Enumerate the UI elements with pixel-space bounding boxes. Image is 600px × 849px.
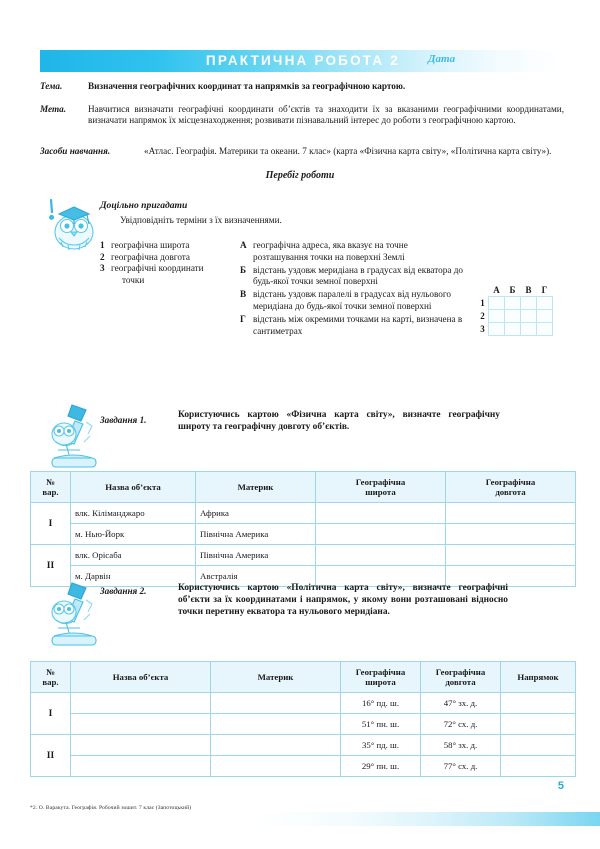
table1-header-object: Назва об’єкта <box>71 472 196 503</box>
table2-header-continent: Материк <box>211 662 341 693</box>
footer-note: *2. О. Варакута. Географія. Робочий зошит. 7 клас (Запотоцький) <box>30 805 192 811</box>
task1-text: Користуючись картою «Фізична карта світу», визначте географічну широту та географічну довготу об’єктів. <box>178 410 500 432</box>
table2-longitude: 47° зх. д. <box>421 693 501 714</box>
table1-header-variant <box>31 472 71 503</box>
table1-header-variant-l1: № <box>46 477 55 487</box>
match-term-label: географічні координати <box>111 263 204 274</box>
table1-continent: Північна Америка <box>196 545 316 566</box>
table2-continent-input[interactable] <box>211 735 341 756</box>
answer-grid-cell[interactable] <box>521 323 537 336</box>
answer-grid-col-v: В <box>525 284 532 295</box>
answer-grid-row <box>477 297 553 310</box>
table-row <box>31 756 576 777</box>
answer-grid-cell[interactable] <box>537 297 553 310</box>
match-definition-key: В <box>240 289 247 300</box>
table1-header-latitude-l2: широта <box>365 487 396 497</box>
date-label: Дата <box>428 53 456 65</box>
answer-grid-corner <box>477 284 489 297</box>
table1-header-longitude <box>446 472 576 503</box>
match-term-key: 1 <box>100 240 105 250</box>
table2-header-latitude <box>341 662 421 693</box>
header-banner <box>40 50 560 72</box>
table-row <box>31 693 576 714</box>
match-definition-key: А <box>240 240 247 250</box>
match-definition <box>240 265 465 288</box>
table-row <box>31 503 576 524</box>
match-definition-key: Г <box>240 314 246 325</box>
table2-direction-input[interactable] <box>501 735 576 756</box>
task1-table[interactable] <box>30 471 576 587</box>
task2-text: Користуючись картою «Політична карта світу», визначте географічні об’єкти за їх координатами і напрямок, у якому вони розташовані відносно точки перетину екватора та нульового меридіана. <box>178 583 508 617</box>
match-definition-key: Б <box>240 264 247 275</box>
recall-title: Доцільно пригадати <box>100 200 188 211</box>
match-definition-text: відстань уздовж паралелі в градусах від нульового меридіана до будь-якої точки земної поверхні <box>253 289 451 311</box>
table1-header-continent: Материк <box>196 472 316 503</box>
answer-grid[interactable] <box>477 284 553 336</box>
table2-continent-input[interactable] <box>211 756 341 777</box>
table2-header-longitude-l1: Географічна <box>435 667 486 677</box>
answer-grid-row <box>477 310 553 323</box>
answer-grid-cell[interactable] <box>521 297 537 310</box>
match-definition <box>240 289 465 312</box>
table2-header-object: Назва об’єкта <box>71 662 211 693</box>
match-term-key: 2 <box>100 251 105 262</box>
table2-header-longitude-l2: довгота <box>445 677 476 687</box>
table1-latitude-input[interactable] <box>316 503 446 524</box>
table2-header-latitude-l1: Географічна <box>355 667 406 677</box>
table1-header-variant-l2: вар. <box>42 487 59 497</box>
answer-grid-cell[interactable] <box>537 310 553 323</box>
zasoby-row <box>40 146 564 157</box>
page-number: 5 <box>557 780 564 792</box>
table2-latitude: 35° пд. ш. <box>341 735 421 756</box>
table2-header-direction: Напрямок <box>501 662 576 693</box>
owl-graduate-icon <box>43 196 105 254</box>
match-definition-text: відстань між окремими точками на карті, визначена в сантиметрах <box>253 314 463 336</box>
table1-longitude-input[interactable] <box>446 503 576 524</box>
match-term <box>100 263 235 286</box>
task2-label: Завдання 2. <box>100 586 147 596</box>
table2-latitude: 29° пн. ш. <box>341 756 421 777</box>
answer-grid-col-b: Б <box>509 284 516 295</box>
table1-latitude-input[interactable] <box>316 545 446 566</box>
table2-longitude: 72° сх. д. <box>421 714 501 735</box>
table2-header-latitude-l2: широта <box>365 677 396 687</box>
table1-header-longitude-l1: Географічна <box>485 477 536 487</box>
table-row <box>31 735 576 756</box>
match-definition-text: відстань уздовж меридіана в градусах від екватора до будь-якої точки земної поверхні <box>253 264 463 287</box>
answer-grid-cell[interactable] <box>505 297 521 310</box>
zasoby-label: Засоби навчання. <box>40 146 111 156</box>
table-row <box>31 524 576 545</box>
table1-header-longitude-l2: довгота <box>495 487 526 497</box>
table2-variant-2: II <box>31 735 71 777</box>
answer-grid-cell[interactable] <box>489 310 505 323</box>
table1-object: влк. Кіліманджаро <box>71 503 196 524</box>
page-title: ПРАКТИЧНА РОБОТА 2 <box>205 53 400 68</box>
table1-longitude-input[interactable] <box>446 545 576 566</box>
answer-grid-row-label: 1 <box>480 298 485 308</box>
table1-header-latitude-l1: Географічна <box>355 477 406 487</box>
answer-grid-cell[interactable] <box>505 323 521 336</box>
table1-latitude-input[interactable] <box>316 524 446 545</box>
answer-grid-col-g: Г <box>541 284 548 295</box>
match-definitions-list <box>240 240 465 339</box>
table1-continent: Північна Америка <box>196 524 316 545</box>
task2-table[interactable] <box>30 661 576 777</box>
match-definition <box>240 314 465 337</box>
table2-continent-input[interactable] <box>211 714 341 735</box>
match-term-label-cont: точки <box>122 274 145 285</box>
table1-object: м. Дарвін <box>71 566 196 587</box>
table2-latitude: 16° пд. ш. <box>341 693 421 714</box>
table1-object: м. Нью-Йорк <box>71 524 196 545</box>
meta-text: Навчитися визначати географічні координати об’єктів та знаходити їх за вказаними географічними координатами, визначати напрямок їх місцезнаходження; розвивати пізнавальний інтерес до роботи з географічною картою. <box>88 104 564 126</box>
table2-header-row <box>31 662 576 693</box>
answer-grid-cell[interactable] <box>505 310 521 323</box>
answer-grid-row-label: 3 <box>480 324 485 334</box>
task1-label: Завдання 1. <box>100 415 147 425</box>
footer-decorative-band <box>0 812 600 826</box>
table2-header-variant-l2: вар. <box>42 677 59 687</box>
microscope-icon <box>42 400 108 472</box>
table1-variant-2: II <box>31 545 71 587</box>
table2-direction-input[interactable] <box>501 756 576 777</box>
table2-object-input[interactable] <box>71 735 211 756</box>
table2-continent-input[interactable] <box>211 693 341 714</box>
meta-label: Мета. <box>40 104 67 114</box>
tema-label: Тема. <box>40 81 63 91</box>
match-definition <box>240 240 465 263</box>
answer-grid-cell[interactable] <box>521 310 537 323</box>
answer-grid-table[interactable] <box>477 284 553 336</box>
match-term-label: географічна довгота <box>111 251 190 262</box>
match-term-key: 3 <box>100 263 105 274</box>
tema-text: Визначення географічних координат та напрямків за географічною картою. <box>88 81 406 91</box>
table2-direction-input[interactable] <box>501 714 576 735</box>
table2-object-input[interactable] <box>71 756 211 777</box>
table-row <box>31 714 576 735</box>
zasoby-text: «Атлас. Географія. Материки та океани. 7 клас» (карта «Фізична карта світу», «Політична карта світу»). <box>144 146 552 156</box>
table1-longitude-input[interactable] <box>446 524 576 545</box>
microscope-icon <box>42 578 108 650</box>
match-term <box>100 252 235 264</box>
answer-grid-cell[interactable] <box>537 323 553 336</box>
table2-object-input[interactable] <box>71 714 211 735</box>
table2-variant-1: I <box>31 693 71 735</box>
table-row <box>31 545 576 566</box>
table1-header-row <box>31 472 576 503</box>
meta-row <box>40 104 564 127</box>
answer-grid-header-row <box>477 284 553 297</box>
table1-object: влк. Орісаба <box>71 545 196 566</box>
table2-latitude: 51° пн. ш. <box>341 714 421 735</box>
match-definition-text: географічна адреса, яка вказує на точне розташування точки на поверхні Землі <box>253 240 408 262</box>
table2-header-variant-l1: № <box>46 667 55 677</box>
section-heading: Перебіг роботи <box>265 170 335 181</box>
recall-instruction: Увідповідніть терміни з їх визначеннями. <box>120 215 282 225</box>
match-term-label: географічна широта <box>111 240 190 250</box>
table2-object-input[interactable] <box>71 693 211 714</box>
table1-continent: Африка <box>196 503 316 524</box>
table2-longitude: 58° зх. д. <box>421 735 501 756</box>
answer-grid-cell[interactable] <box>489 323 505 336</box>
table2-header-longitude <box>421 662 501 693</box>
table1-variant-1: I <box>31 503 71 545</box>
table2-longitude: 77° сх. д. <box>421 756 501 777</box>
table2-direction-input[interactable] <box>501 693 576 714</box>
answer-grid-row <box>477 323 553 336</box>
tema-row <box>40 81 564 92</box>
match-term <box>100 240 235 252</box>
table1-continent: Австралія <box>196 566 316 587</box>
table2-header-variant <box>31 662 71 693</box>
match-terms-list <box>100 240 235 286</box>
table1-header-latitude <box>316 472 446 503</box>
answer-grid-col-a: А <box>493 284 500 295</box>
answer-grid-row-label: 2 <box>480 311 485 321</box>
answer-grid-cell[interactable] <box>489 297 505 310</box>
